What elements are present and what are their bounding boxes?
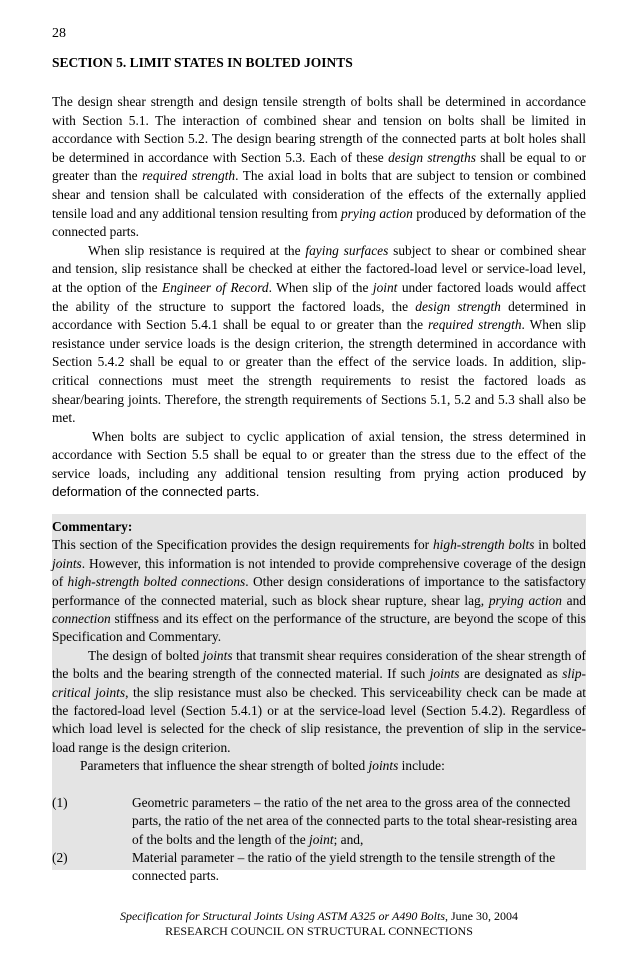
footer-line-2: RESEARCH COUNCIL ON STRUCTURAL CONNECTIONS [165,924,473,938]
italic-term: prying action [340,205,413,221]
text-run: Geometric parameters – the ratio of the net area to the gross area of the connected parts, the ratio of the net area of the connected parts to the total shear-resisting area of the bolts and the length of the [132,794,578,847]
list-item-text [132,794,586,849]
body-text [52,93,586,502]
text-run: The design of bolted [88,647,203,663]
commentary-paragraph-2 [52,647,586,757]
section-title: SECTION 5. LIMIT STATES IN BOLTED JOINTS [52,55,353,70]
italic-term: design strength [415,298,501,314]
text-run: . The axial load in bolts that are subject to tension or combined shear and tension shall be calculated with consideration of the effects of the externally applied tensile load and any additional tension resulting from [52,168,587,221]
footer-spec-title: Specification for Structural Joints Using ASTM A325 or A490 Bolts [119,909,445,923]
text-run: that transmit shear requires consideration of the shear strength of the bolts and the bearing strength of the connected material. If such [52,647,587,682]
italic-term: joints [368,758,399,774]
text-run: stiffness and its effect on the performance of the structure, are beyond the scope of this Specification and Commentary. [52,611,586,645]
text-run: determined in accordance with Section 5.4.1 shall be equal to or greater than the [52,298,586,333]
page-footer [0,909,638,939]
text-run: shall be equal to or greater than the [52,149,586,184]
body-paragraph-1 [52,93,586,242]
text-run: The design shear strength and design tensile strength of bolts shall be determined in accordance with Section 5.1. The interaction of combined shear and tension on bolts shall be limited in accordance with Section 5.2. The design bearing strength of the connected parts at bolt holes shall be determined in accordance with Section 5.3. Each of these [52,94,586,165]
text-run: in bolted [534,537,586,553]
page-number: 28 [52,26,66,41]
body-paragraph-3-main: When bolts are subject to cyclic application of axial tension, the stress determined in accordance with Section 5.5 shall be equal to or greater than the stress due to the effect of the service loads, including any additional tension resulting from prying action [52,428,586,481]
list-item-text [132,849,586,886]
text-run: . When slip of the [268,279,373,295]
commentary-box [52,514,587,884]
text-run: are designated as [459,666,563,682]
footer-line-1 [0,909,638,924]
parameter-list [52,794,586,886]
italic-term: joint [309,831,334,847]
text-run: Material parameter – the ratio of the yield strength to the tensile strength of the connected parts. [132,849,556,884]
italic-term: faying surfaces [305,242,389,258]
commentary-paragraph-1 [52,536,586,646]
text-run: This section of the Specification provides the design requirements for [52,537,433,553]
italic-term: joints [52,555,82,571]
italic-term: high-strength bolts [432,537,535,553]
commentary-heading: Commentary: [52,519,133,534]
italic-term: design strengths [388,149,476,165]
italic-term: required strength [142,168,236,184]
italic-term: high-strength bolted connections [67,574,246,590]
text-run: under factored loads would affect the ability of the structure to support the factored loads, the [52,279,586,314]
text-run: and [561,592,586,608]
body-paragraph-2 [52,242,586,428]
italic-term: joints [202,647,233,663]
text-run: ; and, [333,831,364,847]
footer-date: , June 30, 2004 [445,909,518,923]
text-run: . Other design considerations of importance to the satisfactory performance of the connected material, such as block shear rupture, shear lag, [52,574,586,608]
list-item [52,794,586,849]
italic-term: required strength [428,317,522,333]
body-paragraph-3 [52,428,586,502]
italic-term: joints [429,666,460,682]
text-run: Parameters that influence the shear strength of bolted [80,758,369,774]
italic-term: slip-critical joints [52,666,586,700]
body-paragraph-3-tail: produced by deformation of the connected parts. [52,465,587,500]
italic-term: Engineer of Record [162,279,269,295]
commentary-paragraph-3 [52,757,586,775]
italic-term: connection [52,611,111,627]
text-run: subject to shear or combined shear and tension, slip resistance shall be checked at either the factored-load level or service-load level, at the option of the [52,242,586,295]
text-run: . However, this information is not intended to provide comprehensive coverage of the design of [52,555,586,590]
italic-term: joint [372,279,398,295]
text-run: produced by deformation of the connected parts. [52,205,586,240]
list-item-number: (1) [52,794,68,810]
text-run: , the slip resistance must also be checked. This serviceability check can be made at the factored-load level (Section 5.4.1) or at the service-load level (Section 5.4.2). Regardless of which load level is selected for the check of slip resistance, the prevention of slip in the service-load range is the design criterion. [52,684,586,755]
text-run: When slip resistance is required at the [88,242,306,258]
text-run: include: [398,758,445,774]
text-run: . When slip resistance under service loads is the design criterion, the strength determined in accordance with Section 5.4.2 shall be equal to or greater than the effect of the service loads. In addition, slip-critical connections must meet the strength requirements to resist the factored loads as shear/bearing joints. Therefore, the strength requirements of Sections 5.1, 5.2 and 5.3 shall also be met. [52,317,586,426]
italic-term: prying action [488,592,562,608]
list-item [52,849,586,886]
list-item-number: (2) [52,849,68,865]
